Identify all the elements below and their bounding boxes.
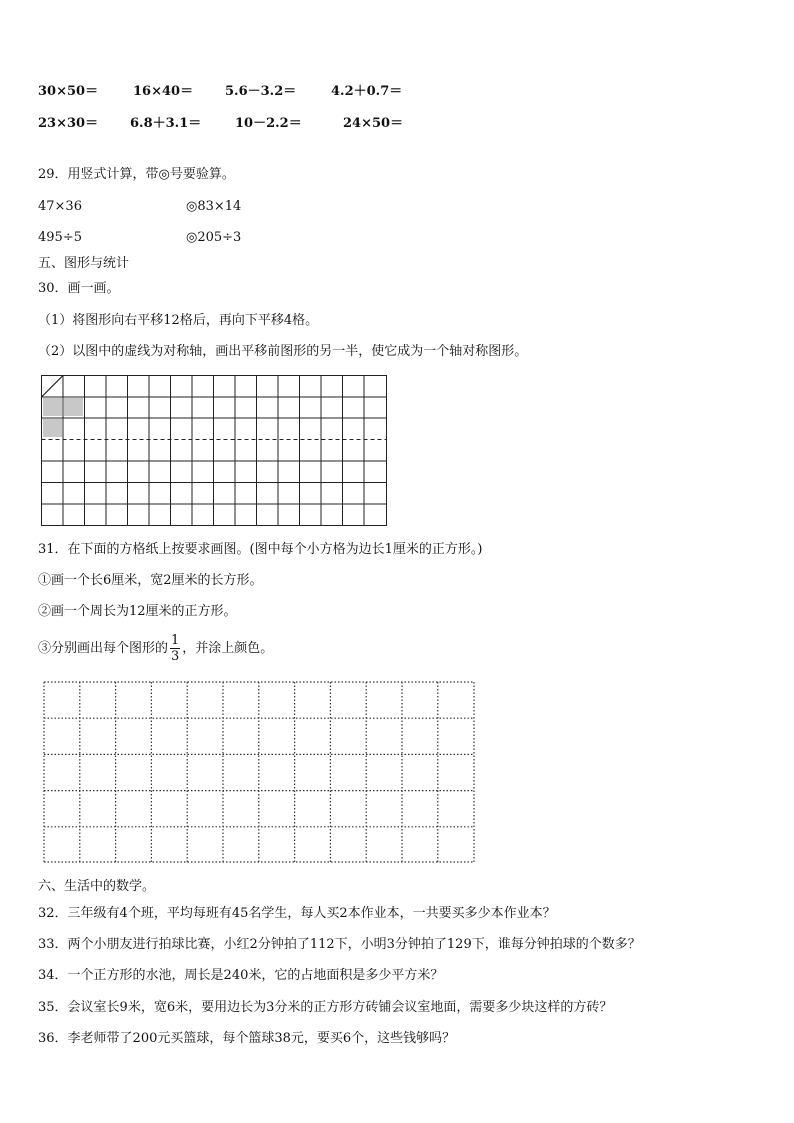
q29-item: 47×36 (38, 199, 82, 214)
drawing-grid (43, 681, 477, 865)
grid-lines (42, 375, 387, 526)
dotted-grid-lines (44, 682, 474, 862)
calc-item: 23×30＝ (38, 116, 99, 131)
calc-item: 30×50＝ (38, 84, 99, 99)
diagonal-edge (42, 376, 64, 398)
section-title: 五、图形与统计 (38, 256, 130, 271)
q31-item1: ①画一个长6厘米，宽2厘米的长方形。 (38, 573, 263, 588)
q31-item3 (38, 633, 273, 665)
calc-item: 16×40＝ (133, 84, 194, 99)
calc-item: 10－2.2＝ (235, 116, 302, 131)
q29-item: ◎205÷3 (186, 230, 242, 245)
q29-item: 495÷5 (38, 230, 82, 245)
translation-grid (41, 375, 388, 527)
q29-item: ◎83×14 (186, 199, 242, 214)
q31-title: 31．在下面的方格纸上按要求画图。(图中每个小方格为边长1厘米的正方形。) (38, 542, 483, 557)
word-problem: 33．两个小朋友进行拍球比赛，小红2分钟拍了112下，小明3分钟拍了129下，谁每分钟拍球的个数多？ (38, 937, 641, 952)
fraction-numerator: 1 (171, 633, 180, 648)
calc-item: 4.2＋0.7＝ (331, 84, 403, 99)
shaded-square (64, 398, 83, 416)
word-problem: 34．一个正方形的水池，周长是240米，它的占地面积是多少平方米？ (38, 968, 444, 983)
q29-title: 29．用竖式计算，带◎号要验算。 (38, 167, 235, 182)
q30-sub1: （1）将图形向右平移12格后，再向下平移4格。 (38, 313, 319, 328)
q30-sub2: （2）以图中的虚线为对称轴，画出平移前图形的另一半，使它成为一个轴对称图形。 (38, 344, 528, 359)
calc-item: 24×50＝ (343, 116, 404, 131)
fraction-one-third (170, 633, 180, 664)
q31-item3-post: ，并涂上颜色。 (182, 641, 274, 656)
q31-item3-pre: ③分别画出每个图形的 (38, 641, 169, 656)
shaded-square (43, 419, 62, 437)
shaded-square (43, 398, 62, 416)
section-title: 六、生活中的数学。 (38, 879, 156, 894)
calc-item: 5.6－3.2＝ (225, 84, 297, 99)
fraction-denominator: 3 (171, 649, 180, 664)
word-problem: 32．三年级有4个班，平均每班有45名学生，每人买2本作业本，一共要买多少本作业本？ (38, 906, 556, 921)
word-problem: 35．会议室长9米，宽6米，要用边长为3分米的正方形方砖铺会议室地面，需要多少块这样的方砖？ (38, 1000, 613, 1015)
q30-title: 30．画一画。 (38, 281, 120, 296)
q31-item2: ②画一个周长为12厘米的正方形。 (38, 604, 237, 619)
word-problem: 36．李老师带了200元买篮球，每个篮球38元，要买6个，这些钱够吗？ (38, 1031, 456, 1046)
calc-item: 6.8＋3.1＝ (130, 116, 202, 131)
